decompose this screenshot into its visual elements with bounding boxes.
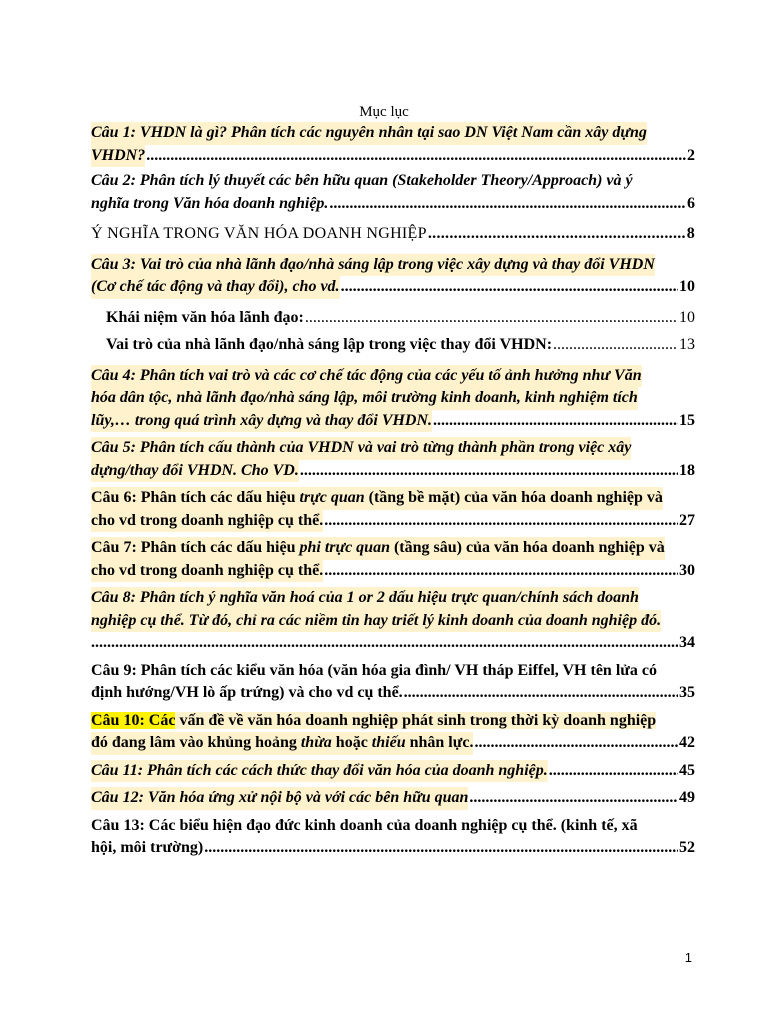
toc-entry-emphasis: phi trực quan xyxy=(299,539,390,556)
toc-entry-text: hội, môi trường) xyxy=(91,839,204,856)
toc-entry-text: vấn đề về văn hóa doanh nghiệp phát sinh trong thời kỳ doanh nghiệp xyxy=(175,711,657,729)
toc-entry-cau-8[interactable] xyxy=(91,587,695,655)
leader-dots xyxy=(300,460,678,483)
toc-entry-text: nghiệp cụ thể. Từ đó, chỉ ra các niềm tin hay triết lý kinh doanh của doanh nghiệp đó. xyxy=(91,610,661,633)
leader-dots xyxy=(146,145,686,168)
toc-entry-text: (Cơ chế tác động và thay đổi), cho vd. xyxy=(91,276,340,299)
toc-entry-cau-1[interactable] xyxy=(91,122,695,167)
toc-entry-text: lũy,… trong quá trình xây dựng và thay đổi VHDN. xyxy=(91,410,432,433)
toc-entry-text: cho vd trong doanh nghiệp cụ thể. xyxy=(91,510,323,533)
toc-entry-emphasis: trực quan xyxy=(299,489,365,506)
toc-entry-text: Câu 5: Phân tích cấu thành của VHDN và vai trò từng thành phần trong việc xây xyxy=(91,437,631,460)
toc-entry-text: Câu 12: Văn hóa ứng xử nội bộ và với các bên hữu quan xyxy=(91,787,468,810)
toc-page-number: 18 xyxy=(679,461,695,479)
toc-entry-cau-11[interactable] xyxy=(91,760,695,783)
toc-entry-text: Câu 8: Phân tích ý nghĩa văn hoá của 1 or 2 dấu hiệu trực quan/chính sách doanh xyxy=(91,587,639,610)
toc-entry-text: Câu 1: VHDN là gì? Phân tích các nguyên nhân tại sao DN Việt Nam cần xây dựng xyxy=(91,122,647,145)
toc-entry-text: Câu 11: Phân tích các cách thức thay đổi văn hóa của doanh nghiệp. xyxy=(91,760,548,783)
toc-entry-text-highlighted: Câu 10: Các xyxy=(91,711,176,729)
toc-page-number: 30 xyxy=(679,561,695,579)
toc-entry-text: Câu 2: Phân tích lý thuyết các bên hữu quan (Stakeholder Theory/Approach) và ý xyxy=(91,172,633,189)
toc-subentry-khai-niem[interactable] xyxy=(91,307,695,330)
toc-entry-cau-12[interactable] xyxy=(91,787,695,810)
toc-entry-text: hoặc xyxy=(331,734,372,751)
toc-entry-emphasis: thiếu xyxy=(371,734,406,751)
toc-entry-text: VHDN? xyxy=(91,145,145,168)
toc-entry-cau-9[interactable] xyxy=(91,660,695,705)
leader-dots xyxy=(474,732,678,755)
leader-dots xyxy=(428,223,686,246)
toc-entry-text: nhân lực. xyxy=(405,734,474,751)
toc-entry-text: (tầng bề mặt) của văn hóa doanh nghiệp và xyxy=(364,489,663,506)
toc-entry-text: Câu 6: Phân tích các dấu hiệu xyxy=(91,489,300,506)
toc-entry-text: Khái niệm văn hóa lãnh đạo: xyxy=(106,308,304,326)
table-of-contents xyxy=(91,122,695,863)
leader-dots xyxy=(341,276,678,299)
toc-page-number: 8 xyxy=(686,225,695,242)
toc-entry-text: nghĩa trong Văn hóa doanh nghiệp. xyxy=(91,194,329,212)
toc-entry-text: định hướng/VH lò ấp trứng) và cho vd cụ thể. xyxy=(91,684,403,701)
page-number: 1 xyxy=(684,950,692,965)
toc-entry-cau-2[interactable] xyxy=(91,170,695,215)
toc-entry-cau-3[interactable] xyxy=(91,254,695,299)
toc-entry-text: dựng/thay đổi VHDN. Cho VD. xyxy=(91,460,299,483)
toc-page-number: 45 xyxy=(679,761,695,779)
leader-dots xyxy=(433,410,678,433)
leader-dots xyxy=(404,682,678,705)
leader-dots xyxy=(469,787,678,810)
toc-page-number: 2 xyxy=(687,146,695,164)
toc-entry-text: Câu 13: Các biểu hiện đạo đức kinh doanh của doanh nghiệp cụ thể. (kinh tế, xã xyxy=(91,816,638,834)
toc-entry-cau-13[interactable] xyxy=(91,815,695,860)
leader-dots xyxy=(324,560,678,583)
toc-page-number: 35 xyxy=(679,684,695,701)
leader-dots xyxy=(305,307,678,330)
toc-entry-text: Vai trò của nhà lãnh đạo/nhà sáng lập trong việc thay đổi VHDN: xyxy=(106,336,553,353)
toc-entry-text: hóa dân tộc, nhà lãnh đạo/nhà sáng lập, môi trường kinh doanh, kinh nghiệm tích xyxy=(91,387,638,410)
toc-entry-text: Câu 3: Vai trò của nhà lãnh đạo/nhà sáng lập trong việc xây dựng và thay đổi VHDN xyxy=(91,254,655,277)
toc-page-number: 27 xyxy=(679,511,695,529)
toc-entry-text: (tầng sâu) của văn hóa doanh nghiệp và xyxy=(389,539,665,556)
toc-entry-cau-7[interactable] xyxy=(91,537,695,582)
toc-page-number: 10 xyxy=(679,308,695,326)
leader-dots xyxy=(329,193,686,216)
toc-page-number: 6 xyxy=(687,194,695,212)
toc-page-number: 52 xyxy=(679,839,695,856)
toc-entry-text: cho vd trong doanh nghiệp cụ thể. xyxy=(91,560,323,583)
toc-entry-text: Ý NGHĨA TRONG VĂN HÓA DOANH NGHIỆP xyxy=(91,225,427,242)
toc-entry-y-nghia[interactable] xyxy=(91,223,695,246)
leader-dots xyxy=(91,632,678,655)
toc-page-number: 34 xyxy=(679,634,695,651)
toc-entry-cau-6[interactable] xyxy=(91,487,695,532)
toc-subentry-vai-tro[interactable] xyxy=(91,334,695,357)
toc-entry-text: Câu 7: Phân tích các dấu hiệu xyxy=(91,539,300,556)
toc-entry-emphasis: thừa xyxy=(300,734,332,751)
toc-page-number: 42 xyxy=(679,734,695,751)
toc-title: Mục lục xyxy=(359,104,409,120)
leader-dots xyxy=(204,837,678,860)
toc-page-number: 49 xyxy=(679,789,695,806)
toc-page-number: 10 xyxy=(679,278,695,295)
toc-page-number: 13 xyxy=(679,336,695,353)
toc-entry-text: đó đang lâm vào khủng hoảng xyxy=(91,734,301,751)
leader-dots xyxy=(549,760,678,783)
leader-dots xyxy=(553,334,678,357)
toc-entry-text: Câu 4: Phân tích vai trò và các cơ chế tác động của các yếu tố ảnh hưởng như Văn xyxy=(91,365,642,388)
toc-entry-cau-4[interactable] xyxy=(91,365,695,433)
toc-page-number: 15 xyxy=(679,411,695,429)
leader-dots xyxy=(324,510,678,533)
toc-entry-text: Câu 9: Phân tích các kiểu văn hóa (văn hóa gia đình/ VH tháp Eiffel, VH tên lửa có xyxy=(91,661,657,679)
toc-entry-cau-5[interactable] xyxy=(91,437,695,482)
toc-entry-cau-10[interactable] xyxy=(91,710,695,755)
